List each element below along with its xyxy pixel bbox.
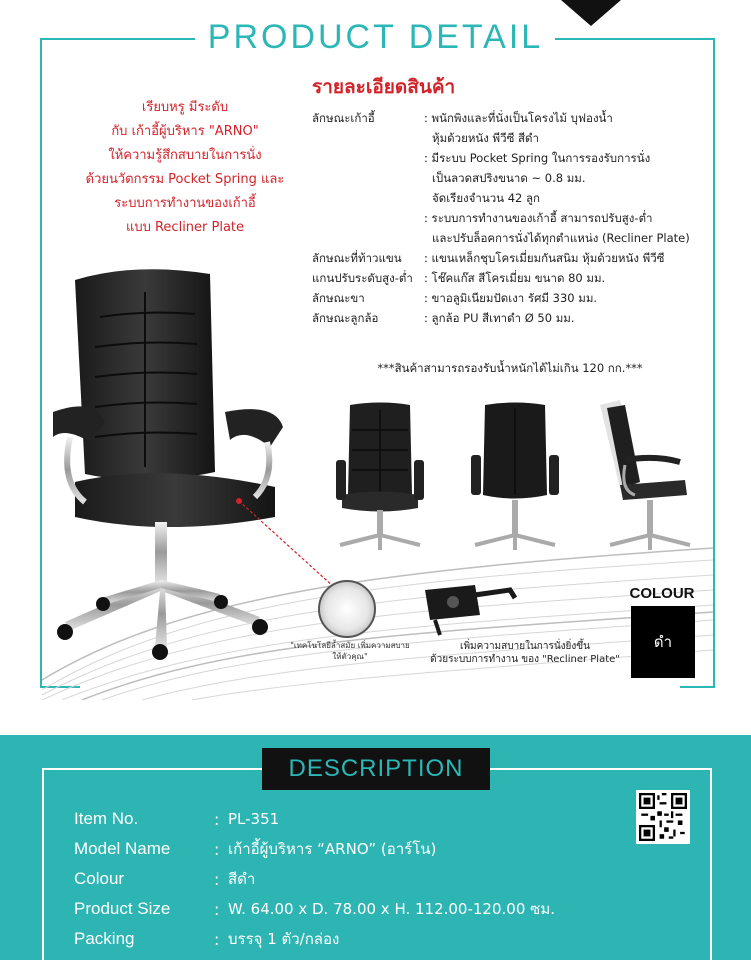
description-row xyxy=(74,804,634,834)
description-separator: : xyxy=(214,809,220,829)
description-value: PL-351 xyxy=(228,810,280,828)
description-row xyxy=(74,864,634,894)
chair-back-view-image xyxy=(465,400,565,555)
frame-line xyxy=(555,38,715,40)
colour-label: COLOUR xyxy=(629,585,695,602)
plate-caption-line: ด้วยระบบการทำงาน ของ "Recliner Plate" xyxy=(430,654,620,665)
description-row xyxy=(74,894,634,924)
intro-line: ให้ความรู้สึกสบายในการนั่ง xyxy=(108,148,262,163)
intro-text xyxy=(60,96,310,240)
spec-values xyxy=(424,268,712,288)
spec-value: และปรับล็อคการนั่งได้ทุกตำแหน่ง (Recliner Plate) xyxy=(432,231,690,245)
plate-caption xyxy=(410,640,640,666)
description-label: Model Name xyxy=(74,839,171,858)
spec-row xyxy=(312,308,712,328)
frame-line xyxy=(40,38,195,40)
description-label: Colour xyxy=(74,869,125,888)
spec-label: แกนปรับระดับสูง-ต่ำ xyxy=(312,271,413,285)
spec-label: ลักษณะเก้าอี้ xyxy=(312,111,375,125)
spec-row xyxy=(312,288,712,308)
description-separator: : xyxy=(214,869,220,889)
spec-value: : มีระบบ Pocket Spring ในการรองรับการนั่ง xyxy=(424,151,651,165)
description-title-text: DESCRIPTION xyxy=(288,755,464,782)
spec-values xyxy=(424,108,712,248)
description-value: สีดำ xyxy=(228,870,256,888)
details-heading: รายละเอียดสินค้า xyxy=(312,76,456,98)
spec-value: จัดเรียงจำนวน 42 ลูก xyxy=(432,191,540,205)
spec-value: : โช๊คแก๊ส สีโครเมี่ยม ขนาด 80 มม. xyxy=(424,271,606,285)
intro-line: แบบ Recliner Plate xyxy=(125,220,245,235)
spec-row xyxy=(312,248,712,268)
spec-values xyxy=(424,248,712,268)
qr-code-icon[interactable] xyxy=(636,790,690,844)
spec-value: เป็นลวดสปริงขนาด ~ 0.8 มม. xyxy=(432,171,586,185)
description-rows xyxy=(74,804,634,954)
intro-line: เรียบหรู มีระดับ xyxy=(141,100,229,115)
spec-label: ลักษณะขา xyxy=(312,291,365,305)
page-title: PRODUCT DETAIL xyxy=(207,18,544,56)
pocket-spring-icon xyxy=(318,580,376,638)
description-separator: : xyxy=(214,929,220,949)
description-label: Packing xyxy=(74,929,135,948)
plate-caption-line: เพิ่มความสบายในการนั่งยิ่งขึ้น xyxy=(460,641,590,652)
description-title xyxy=(262,748,490,790)
spec-table xyxy=(312,108,712,328)
intro-line: ระบบการทำงานของเก้าอี้ xyxy=(114,196,256,211)
description-row xyxy=(74,924,634,954)
description-label: Product Size xyxy=(74,899,171,918)
weight-note: ***สินค้าสามารถรองรับน้ำหนักได้ไม่เกิน 120 กก.*** xyxy=(377,361,643,375)
description-row xyxy=(74,834,634,864)
colour-swatch xyxy=(631,606,695,678)
intro-line: ด้วยนวัตกรรม Pocket Spring และ xyxy=(85,172,285,187)
spec-value: หุ้มด้วยหนัง พีวีซี สีดำ xyxy=(432,131,539,145)
recliner-plate-image xyxy=(415,580,525,640)
description-separator: : xyxy=(214,899,220,919)
spec-row xyxy=(312,108,712,248)
spring-caption: "เทคโนโลยีล้ำสมัย เพิ่มความสบายให้ตัวคุณ" xyxy=(290,641,410,661)
description-separator: : xyxy=(214,839,220,859)
spec-label: ลักษณะลูกล้อ xyxy=(312,311,379,325)
spec-value: : ระบบการทำงานของเก้าอี้ สามารถปรับสูง-ต่ำ xyxy=(424,211,653,225)
spec-value: : ลูกล้อ PU สีเทาดำ Ø 50 มม. xyxy=(424,311,575,325)
description-value: เก้าอี้ผู้บริหาร “ARNO” (อาร์โน) xyxy=(228,840,437,858)
spec-value: : ขาอลูมิเนียมปัดเงา รัศมี 330 มม. xyxy=(424,291,598,305)
frame-line xyxy=(713,38,715,688)
description-value: W. 64.00 x D. 78.00 x H. 112.00-120.00 ซม. xyxy=(228,900,555,918)
spec-label: ลักษณะที่ท้าวแขน xyxy=(312,251,402,265)
spec-values xyxy=(424,288,712,308)
description-label: Item No. xyxy=(74,809,139,828)
description-value: บรรจุ 1 ตัว/กล่อง xyxy=(228,930,340,948)
spec-value: : พนักพิงและที่นั่งเป็นโครงไม้ บุฟองน้ำ xyxy=(424,111,613,125)
spec-value: : แขนเหล็กชุบโครเมี่ยมกันสนิม หุ้มด้วยหนัง พีวีซี xyxy=(424,251,665,265)
spec-row xyxy=(312,268,712,288)
spec-values xyxy=(424,308,712,328)
colour-value: ดำ xyxy=(653,633,673,651)
intro-line: กับ เก้าอี้ผู้บริหาร "ARNO" xyxy=(111,124,259,139)
chair-side-recline-image xyxy=(595,400,695,555)
